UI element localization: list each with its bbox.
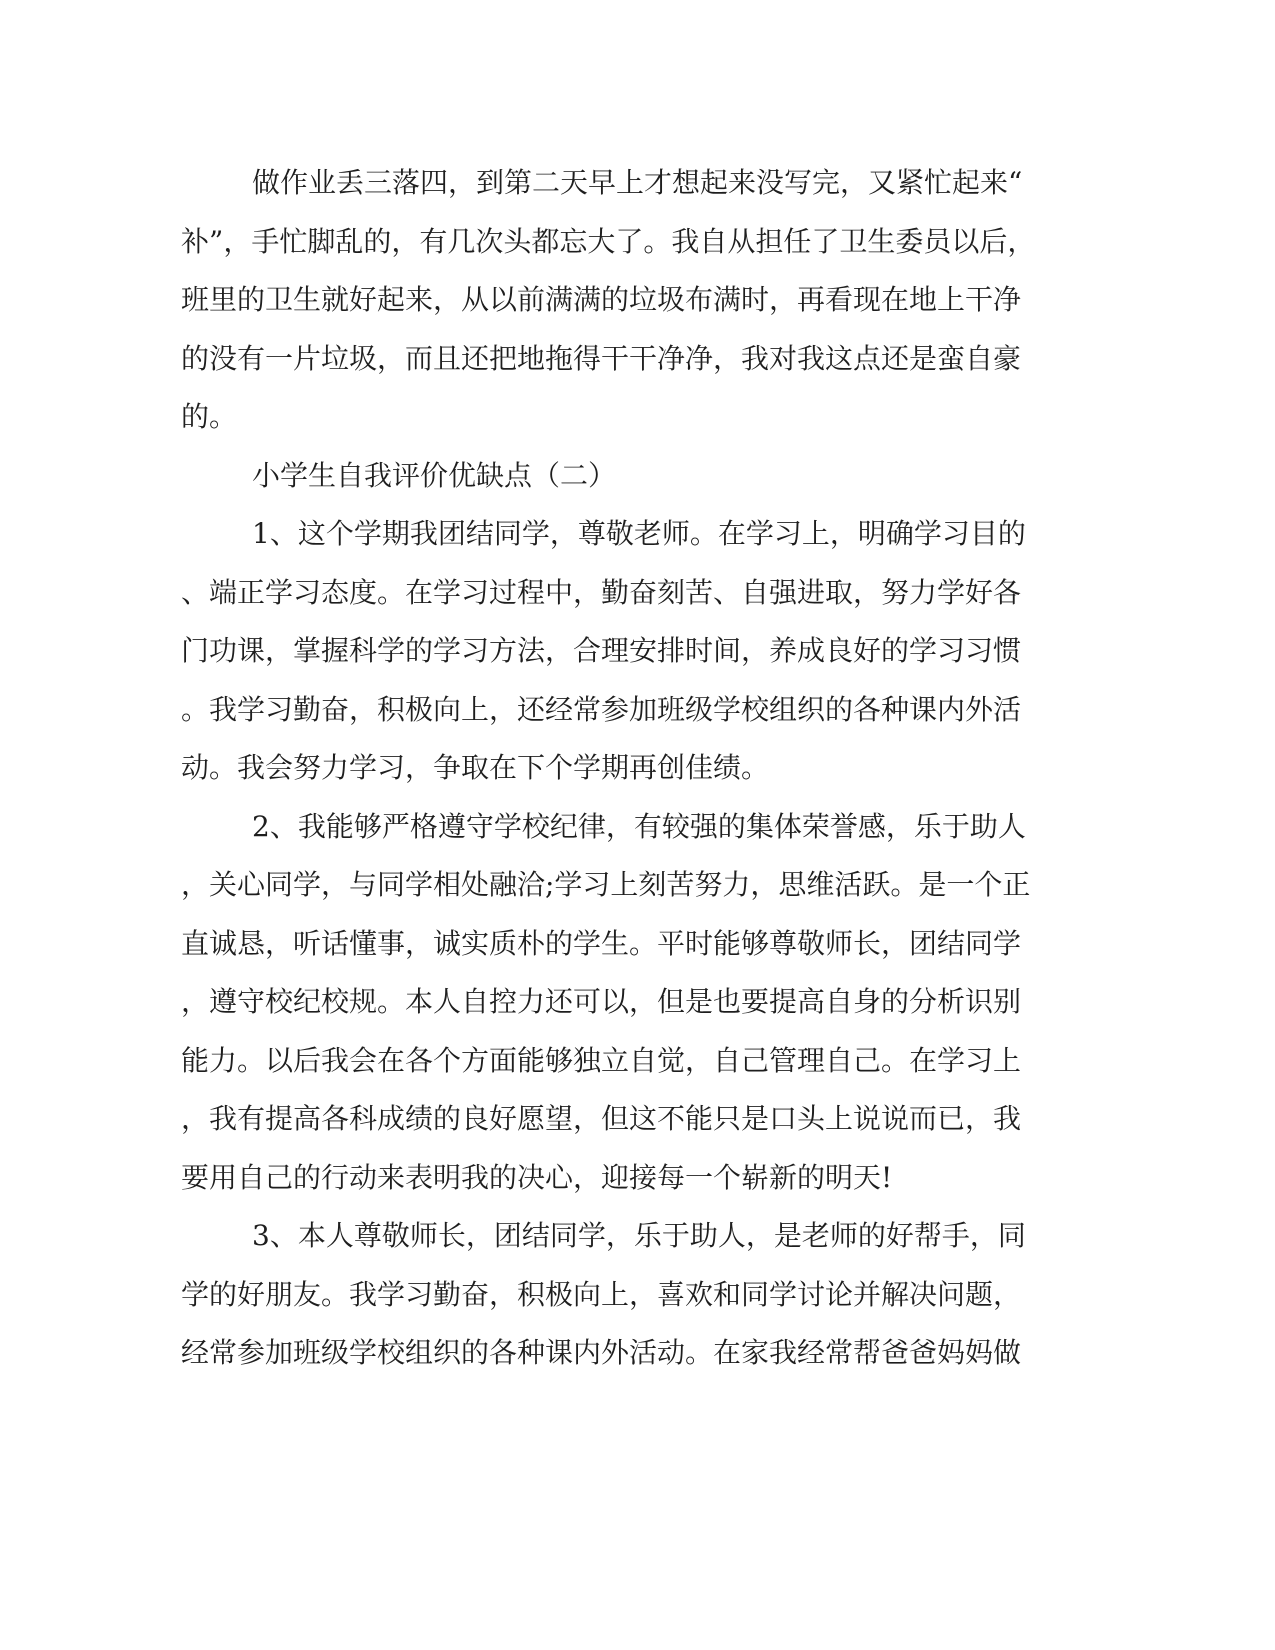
paragraph-line xyxy=(0,743,1275,793)
paragraph-line xyxy=(0,275,1275,325)
text-line: ，我有提高各科成绩的良好愿望，但这不能只是口头上说说而已，我 xyxy=(181,1102,1022,1135)
text-line: ，遵守校纪校规。本人自控力还可以，但是也要提高自身的分析识别 xyxy=(181,985,1022,1018)
section-heading xyxy=(0,451,1275,501)
text-line: 3、本人尊敬师长，团结同学，乐于助人，是老师的好帮手，同 xyxy=(252,1219,1026,1252)
text-line: 学的好朋友。我学习勤奋，积极向上，喜欢和同学讨论并解决问题， xyxy=(181,1278,1022,1311)
text-line: 做作业丢三落四，到第二天早上才想起来没写完，又紧忙起来“ xyxy=(252,166,1023,199)
text-line: 的没有一片垃圾，而且还把地拖得干干净净，我对我这点还是蛮自豪 xyxy=(181,342,1022,375)
text-line: 、端正学习态度。在学习过程中，勤奋刻苦、自强进取，努力学好各 xyxy=(181,576,1022,609)
paragraph-line xyxy=(0,626,1275,676)
text-line: 直诚恳，听话懂事，诚实质朴的学生。平时能够尊敬师长，团结同学 xyxy=(181,927,1022,960)
text-line: 班里的卫生就好起来，从以前满满的垃圾布满时，再看现在地上干净 xyxy=(181,283,1022,316)
text-line: 门功课，掌握科学的学习方法，合理安排时间，养成良好的学习习惯 xyxy=(181,634,1022,667)
text-line: ，关心同学，与同学相处融洽;学习上刻苦努力，思维活跃。是一个正 xyxy=(181,868,1031,901)
text-line: 能力。以后我会在各个方面能够独立自觉，自己管理自己。在学习上 xyxy=(181,1044,1022,1077)
paragraph-line xyxy=(0,860,1275,910)
paragraph-line xyxy=(0,568,1275,618)
paragraph-line xyxy=(0,1211,1275,1261)
paragraph-line xyxy=(0,1270,1275,1320)
paragraph-line xyxy=(0,919,1275,969)
paragraph-line xyxy=(0,217,1275,267)
paragraph-line xyxy=(0,1153,1275,1203)
paragraph-line xyxy=(0,685,1275,735)
text-line: 动。我会努力学习，争取在下个学期再创佳绩。 xyxy=(181,751,770,784)
text-line: 的。 xyxy=(181,400,238,433)
paragraph-line xyxy=(0,1094,1275,1144)
paragraph-line xyxy=(0,334,1275,384)
paragraph-line xyxy=(0,802,1275,852)
text-line: 2、我能够严格遵守学校纪律，有较强的集体荣誉感，乐于助人 xyxy=(252,810,1026,843)
paragraph-line xyxy=(0,1036,1275,1086)
paragraph-line xyxy=(0,392,1275,442)
text-line: 1、这个学期我团结同学，尊敬老师。在学习上，明确学习目的 xyxy=(252,517,1026,550)
paragraph-line xyxy=(0,1328,1275,1378)
text-line: 经常参加班级学校组织的各种课内外活动。在家我经常帮爸爸妈妈做 xyxy=(181,1336,1022,1369)
text-line: 要用自己的行动来表明我的决心，迎接每一个崭新的明天! xyxy=(181,1161,893,1194)
paragraph-line xyxy=(0,509,1275,559)
paragraph-line xyxy=(0,977,1275,1027)
paragraph-line xyxy=(0,158,1275,208)
text-line: 。我学习勤奋，积极向上，还经常参加班级学校组织的各种课内外活 xyxy=(181,693,1022,726)
text-line: 补”，手忙脚乱的，有几次头都忘大了。我自从担任了卫生委员以后， xyxy=(181,225,1036,258)
section-heading-text: 小学生自我评价优缺点（二） xyxy=(252,459,617,492)
